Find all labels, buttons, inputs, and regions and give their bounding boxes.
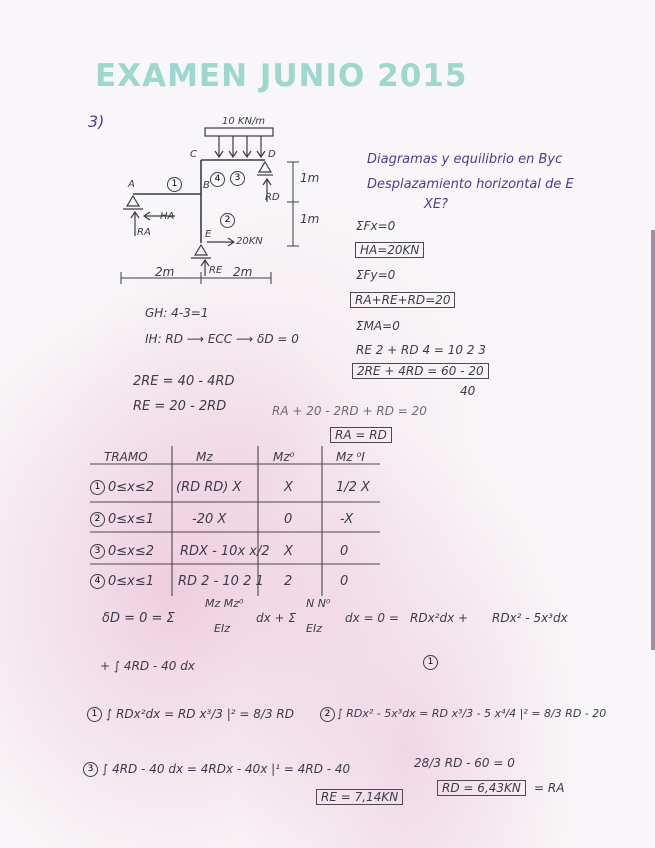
structure-diagram bbox=[115, 118, 375, 288]
table-row-1-number: 1 bbox=[90, 480, 105, 495]
ma-value: 40 bbox=[460, 384, 476, 398]
integral-2-result: ∫ RDx² - 5x³dx = RD x³/3 - 5 x⁴/4 |² = 8/3 RD - 20 bbox=[337, 707, 607, 720]
integral-main-denominator-2: EIz bbox=[306, 622, 322, 635]
dim-top-label: 1m bbox=[300, 171, 320, 185]
support-e bbox=[195, 245, 207, 255]
support-d bbox=[259, 162, 271, 172]
problem-number: 3) bbox=[88, 112, 105, 131]
table-header-mz: Mz bbox=[196, 450, 213, 464]
table-row-2-mz: -20 X bbox=[192, 512, 227, 527]
question-line-1: Diagramas y equilibrio en Byc bbox=[367, 152, 563, 167]
re-result: RE = 7,14KN bbox=[316, 789, 403, 805]
integral-main-dx-2: dx = 0 = bbox=[345, 611, 399, 625]
table-row-4-mz: RD 2 - 10 2 1 bbox=[178, 574, 264, 589]
ra-label: RA bbox=[137, 227, 151, 238]
ha-result: HA=20KN bbox=[355, 242, 424, 258]
integral-3-marker: 3 bbox=[83, 762, 98, 777]
force-label: 20KN bbox=[236, 236, 263, 247]
re-label: RE bbox=[209, 265, 223, 276]
re-equation-2: RE = 20 - 2RD bbox=[133, 399, 227, 414]
sum-ma: ΣMA=0 bbox=[356, 319, 400, 333]
segment-4-marker: 4 bbox=[210, 172, 225, 187]
table-row-1-mz0: X bbox=[284, 480, 293, 495]
segment-2-marker: 2 bbox=[220, 213, 235, 228]
table-header-mzi: Mz ⁰I bbox=[336, 450, 365, 464]
sum-fx: ΣFx=0 bbox=[356, 219, 396, 233]
integral-2-marker: 2 bbox=[320, 707, 335, 722]
ra-rd-equal: RA = RD bbox=[330, 427, 392, 443]
table-row-4-range: 0≤x≤1 bbox=[108, 574, 155, 589]
integral-main-dx-1: dx + Σ bbox=[256, 611, 296, 625]
integral-3-result: ∫ 4RD - 40 dx = 4RDx - 40x |¹ = 4RD - 40 bbox=[102, 762, 351, 776]
table-row-3-range: 0≤x≤2 bbox=[108, 544, 155, 559]
node-e-label: E bbox=[205, 229, 212, 240]
table-row-1-range: 0≤x≤2 bbox=[108, 480, 155, 495]
integral-sum-equation: 28/3 RD - 60 = 0 bbox=[414, 756, 515, 770]
integral-1-marker: 1 bbox=[87, 707, 102, 722]
question-line-2: Desplazamiento horizontal de E bbox=[367, 177, 574, 192]
fy-equation: RA+RE+RD=20 bbox=[350, 292, 455, 308]
node-c-label: C bbox=[190, 149, 197, 160]
integral-1-result: ∫ RDx²dx = RD x³/3 |² = 8/3 RD bbox=[106, 707, 294, 721]
table-row-3-number: 3 bbox=[90, 544, 105, 559]
segment-1-marker: 1 bbox=[167, 177, 182, 192]
support-a bbox=[127, 196, 139, 206]
table-header-mz0: Mz⁰ bbox=[273, 450, 295, 464]
integral-continuation: + ∫ 4RD - 40 dx bbox=[100, 659, 195, 673]
integral-main-term-1: RDx²dx + bbox=[410, 611, 469, 625]
substitution-equation: RA + 20 - 2RD + RD = 20 bbox=[272, 404, 427, 418]
gh-degree: GH: 4-3=1 bbox=[145, 306, 209, 320]
table-row-1-mz: (RD RD) X bbox=[176, 480, 242, 495]
table-row-1-mzi: 1/2 X bbox=[336, 480, 370, 495]
distributed-load-box bbox=[205, 128, 273, 136]
node-b-label: B bbox=[203, 180, 210, 191]
rd-label: RD bbox=[265, 192, 280, 203]
integral-main-denominator-1: EIz bbox=[214, 622, 230, 635]
table-row-2-range: 0≤x≤1 bbox=[108, 512, 155, 527]
integral-brace-marker: 1 bbox=[423, 655, 438, 670]
page-edge-shadow bbox=[651, 230, 655, 650]
integral-main-numerator-2: N N⁰ bbox=[306, 597, 331, 610]
table-row-3-mzi: 0 bbox=[340, 544, 349, 559]
integral-main-numerator-1: Mz Mz⁰ bbox=[205, 597, 244, 610]
node-a-label: A bbox=[128, 179, 135, 190]
ma-simplified: 2RE + 4RD = 60 - 20 bbox=[352, 363, 489, 379]
table-row-4-mzi: 0 bbox=[340, 574, 349, 589]
dim-left-label: 2m bbox=[155, 265, 175, 279]
rd-result: RD = 6,43KN bbox=[437, 780, 526, 796]
ih-condition: IH: RD ⟶ ECC ⟶ δD = 0 bbox=[145, 332, 299, 346]
table-header-tramo: TRAMO bbox=[104, 450, 148, 464]
table-row-3-mz: RDX - 10x x/2 bbox=[180, 544, 270, 559]
question-line-3: XE? bbox=[424, 197, 449, 212]
ra-equal-label: = RA bbox=[534, 781, 565, 795]
segment-3-marker: 3 bbox=[230, 171, 245, 186]
dim-bottom-label: 1m bbox=[300, 212, 320, 226]
re-equation-1: 2RE = 40 - 4RD bbox=[133, 374, 235, 389]
page-title: EXAMEN JUNIO 2015 bbox=[95, 58, 468, 94]
table-row-2-number: 2 bbox=[90, 512, 105, 527]
table-row-2-mzi: -X bbox=[340, 512, 354, 527]
table-row-2-mz0: 0 bbox=[284, 512, 293, 527]
table-row-4-mz0: 2 bbox=[284, 574, 293, 589]
integral-main-term-2: RDx² - 5x³dx bbox=[492, 611, 568, 625]
sum-fy: ΣFy=0 bbox=[356, 268, 396, 282]
moment-table bbox=[90, 446, 380, 606]
dim-right-label: 2m bbox=[233, 265, 253, 279]
table-row-3-mz0: X bbox=[284, 544, 293, 559]
load-label: 10 KN/m bbox=[222, 116, 266, 127]
integral-main-left: δD = 0 = Σ bbox=[102, 611, 175, 626]
ma-equation: RE 2 + RD 4 = 10 2 3 bbox=[356, 343, 486, 357]
ha-label: HA bbox=[160, 211, 175, 222]
table-row-4-number: 4 bbox=[90, 574, 105, 589]
node-d-label: D bbox=[268, 149, 276, 160]
